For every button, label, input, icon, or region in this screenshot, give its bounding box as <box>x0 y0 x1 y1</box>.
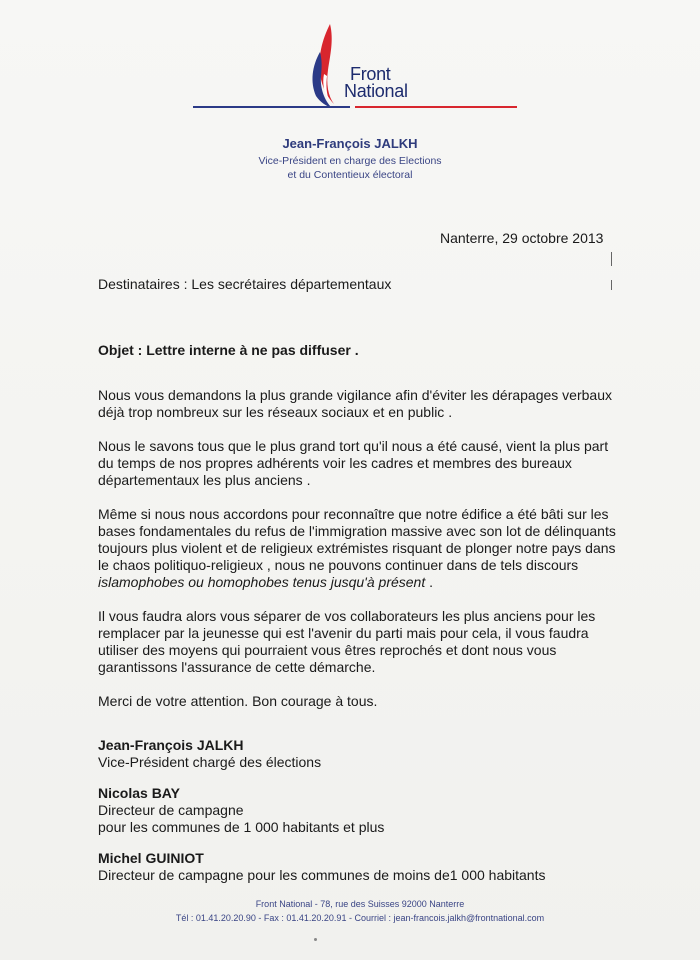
letter-body <box>98 387 618 727</box>
logo-text <box>344 66 408 100</box>
signature-title: Directeur de campagne <box>98 802 244 818</box>
sender-name: Jean-François JALKH <box>282 136 418 151</box>
signatures <box>98 737 545 898</box>
signature-title: Vice-Président chargé des élections <box>98 754 322 770</box>
recipients: Destinataires : Les secrétaires départementaux <box>98 276 392 292</box>
sender-block <box>240 136 460 182</box>
paragraph-2: Nous le savons tous que le plus grand tort qu'il nous a été causé, vient la plus part du temps de nos propres adhérents voir les cadres et membres des bureaux départementaux les plus anciens . <box>98 438 609 488</box>
logo-line2: National <box>344 81 408 101</box>
signature-3 <box>98 850 545 884</box>
paragraph-5: Merci de votre attention. Bon courage à tous. <box>98 693 378 709</box>
footer-address: Front National - 78, rue des Suisses 92000 Nanterre <box>255 899 465 909</box>
signature-title-line2: pour les communes de 1 000 habitants et plus <box>98 819 385 835</box>
paragraph-3-end: . <box>425 574 434 590</box>
sender-role <box>240 154 460 182</box>
logo-line1: Front <box>350 64 391 84</box>
subject-line: Objet : Lettre interne à ne pas diffuser . <box>98 342 359 358</box>
signature-name: Jean-François JALKH <box>98 737 244 753</box>
paragraph-3-italic: islamophobes ou homophobes tenus jusqu'à présent <box>98 574 426 590</box>
letter-footer <box>150 897 570 925</box>
paragraph-3 <box>98 506 618 591</box>
paragraph-1: Nous vous demandons la plus grande vigilance afin d'éviter les dérapages verbaux déjà trop nombreux sur les réseaux sociaux et en public . <box>98 387 612 420</box>
signature-name: Nicolas BAY <box>98 785 180 801</box>
footer-contact: Tél : 01.41.20.20.90 - Fax : 01.41.20.20.91 - Courriel : jean-francois.jalkh@frontnational.com <box>175 913 545 923</box>
scan-mark <box>611 280 612 290</box>
letterhead-rule-blue <box>193 106 350 108</box>
letterhead-rule-red <box>355 106 517 108</box>
sender-role-line2: et du Contentieux électoral <box>287 169 413 181</box>
front-national-logo <box>300 22 410 112</box>
scan-dot <box>314 938 317 941</box>
signature-1 <box>98 737 545 771</box>
flame-icon <box>300 22 350 112</box>
letter-date: Nanterre, 29 octobre 2013 <box>440 230 604 246</box>
signature-title: Directeur de campagne pour les communes de moins de1 000 habitants <box>98 867 546 883</box>
sender-role-line1: Vice-Président en charge des Elections <box>258 155 442 167</box>
signature-name: Michel GUINIOT <box>98 850 204 866</box>
paragraph-4: Il vous faudra alors vous séparer de vos collaborateurs les plus anciens pour les remplacer par la jeunesse qui est l'avenir du parti mais pour cela, il vous faudra utiliser des moyens qui pourraient vous êtres reprochés et dont nous vous garantissons l'assurance de cette démarche. <box>98 608 596 675</box>
scan-mark <box>611 252 612 266</box>
signature-2 <box>98 785 545 836</box>
paragraph-3-main: Même si nous nous accordons pour reconnaître que notre édifice a été bâti sur les bases fondamentales du refus de l'immigration massive avec son lot de délinquants toujours plus violent et de religieux extrémistes risquant de plonger notre pays dans le chaos politiquo-religieux , nous ne pouvons continuer dans de tels discours <box>98 506 616 573</box>
